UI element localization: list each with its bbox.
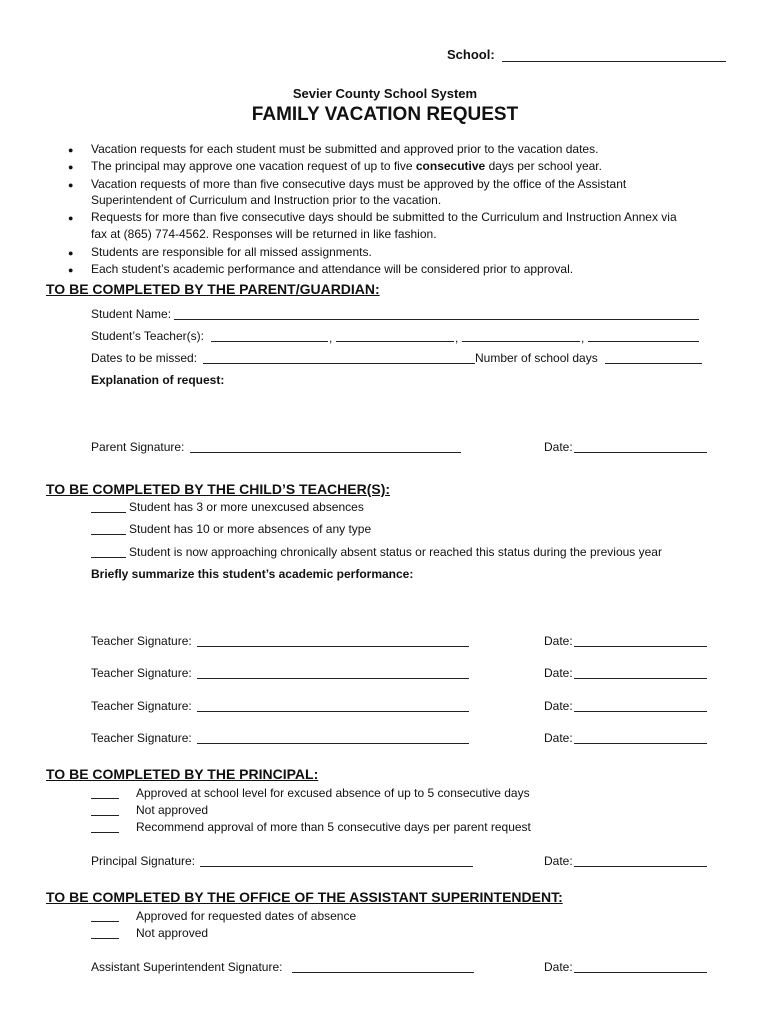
- superintendent-option-1: Approved for requested dates of absence: [136, 909, 357, 923]
- rule-3-cont: Superintendent of Curriculum and Instruction prior to the vacation.: [91, 193, 442, 207]
- principal-date-field[interactable]: [574, 866, 707, 867]
- principal-option-2: Not approved: [136, 803, 209, 817]
- rule-4-cont: fax at (865) 774-4562. Responses will be returned in like fashion.: [91, 227, 437, 241]
- teacher-date-field[interactable]: [574, 678, 707, 679]
- comma: ,: [329, 331, 333, 345]
- student-name-label: Student Name:: [91, 307, 172, 321]
- comma: ,: [455, 331, 459, 345]
- rule-4: Requests for more than five consecutive days should be submitted to the Curriculum and Instruction Annex via: [91, 210, 677, 224]
- bullet-icon: ●: [68, 145, 74, 155]
- superintendent-option-blank-1[interactable]: [91, 921, 119, 922]
- rule-2: The principal may approve one vacation request of up to five consecutive days per school year.: [91, 159, 602, 173]
- superintendent-option-blank-2[interactable]: [91, 938, 119, 939]
- principal-option-3: Recommend approval of more than 5 consecutive days per parent request: [136, 820, 531, 834]
- superintendent-signature-label: Assistant Superintendent Signature:: [91, 960, 283, 974]
- bullet-icon: ●: [68, 265, 74, 275]
- summary-label: Briefly summarize this student’s academic performance:: [91, 567, 414, 581]
- teacher-field-2[interactable]: [336, 341, 454, 342]
- principal-option-1: Approved at school level for excused absence of up to 5 consecutive days: [136, 786, 530, 800]
- check-blank-2[interactable]: [91, 534, 126, 535]
- teacher-date-field[interactable]: [574, 743, 707, 744]
- teacher-signature-field[interactable]: [197, 743, 469, 744]
- principal-signature-label: Principal Signature:: [91, 854, 196, 868]
- superintendent-date-label: Date:: [544, 960, 573, 974]
- principal-option-blank-1[interactable]: [91, 798, 119, 799]
- summary-area[interactable]: [91, 586, 701, 626]
- teacher-date-label: Date:: [544, 634, 573, 648]
- teacher-signature-field[interactable]: [197, 678, 469, 679]
- explanation-area[interactable]: [91, 392, 701, 432]
- page-title: FAMILY VACATION REQUEST: [251, 104, 519, 125]
- bullet-icon: ●: [68, 213, 74, 223]
- check-3-label: Student is now approaching chronically absent status or reached this status during the previous year: [129, 545, 662, 559]
- dates-missed-label: Dates to be missed:: [91, 351, 198, 365]
- principal-option-blank-3[interactable]: [91, 832, 119, 833]
- bullet-icon: ●: [68, 248, 74, 258]
- teacher-date-label: Date:: [544, 699, 573, 713]
- explanation-label: Explanation of request:: [91, 373, 225, 387]
- superintendent-option-2: Not approved: [136, 926, 209, 940]
- student-name-field[interactable]: [174, 319, 699, 320]
- comma: ,: [581, 331, 585, 345]
- school-field[interactable]: [502, 61, 726, 62]
- principal-date-label: Date:: [544, 854, 573, 868]
- teacher-field-4[interactable]: [588, 341, 699, 342]
- parent-date-label: Date:: [544, 440, 573, 454]
- principal-signature-field[interactable]: [200, 866, 473, 867]
- superintendent-section-heading: TO BE COMPLETED BY THE OFFICE OF THE ASSISTANT SUPERINTENDENT:: [46, 889, 563, 905]
- parent-signature-field[interactable]: [190, 452, 461, 453]
- num-days-label: Number of school days: [475, 351, 598, 365]
- teacher-section-heading: TO BE COMPLETED BY THE CHILD’S TEACHER(S):: [46, 481, 391, 497]
- teacher-signature-label: Teacher Signature:: [91, 731, 192, 745]
- teacher-signature-label: Teacher Signature:: [91, 699, 192, 713]
- principal-section-heading: TO BE COMPLETED BY THE PRINCIPAL:: [46, 766, 319, 782]
- rule-1: Vacation requests for each student must be submitted and approved prior to the vacation dates.: [91, 142, 599, 156]
- check-blank-1[interactable]: [91, 512, 126, 513]
- teacher-signature-label: Teacher Signature:: [91, 634, 192, 648]
- teacher-date-field[interactable]: [574, 646, 707, 647]
- teacher-date-label: Date:: [544, 731, 573, 745]
- teacher-field-3[interactable]: [462, 341, 580, 342]
- teacher-field-1[interactable]: [211, 341, 328, 342]
- parent-section-heading: TO BE COMPLETED BY THE PARENT/GUARDIAN:: [46, 281, 380, 297]
- superintendent-date-field[interactable]: [574, 972, 707, 973]
- teacher-date-label: Date:: [544, 666, 573, 680]
- rule-6: Each student’s academic performance and attendance will be considered prior to approval.: [91, 262, 574, 276]
- teachers-label: Student’s Teacher(s):: [91, 329, 204, 343]
- superintendent-signature-field[interactable]: [292, 972, 474, 973]
- parent-date-field[interactable]: [574, 452, 707, 453]
- principal-option-blank-2[interactable]: [91, 815, 119, 816]
- district-name: Sevier County School System: [292, 86, 478, 101]
- rule-3: Vacation requests of more than five consecutive days must be approved by the office of the Assistant: [91, 177, 627, 191]
- parent-signature-label: Parent Signature:: [91, 440, 185, 454]
- rule-5: Students are responsible for all missed assignments.: [91, 245, 372, 259]
- check-2-label: Student has 10 or more absences of any type: [129, 522, 372, 536]
- dates-missed-field[interactable]: [203, 363, 475, 364]
- teacher-signature-field[interactable]: [197, 711, 469, 712]
- check-1-label: Student has 3 or more unexcused absences: [129, 500, 364, 514]
- teacher-signature-field[interactable]: [197, 646, 469, 647]
- teacher-signature-label: Teacher Signature:: [91, 666, 192, 680]
- check-blank-3[interactable]: [91, 557, 126, 558]
- teacher-date-field[interactable]: [574, 711, 707, 712]
- bullet-icon: ●: [68, 162, 74, 172]
- num-days-field[interactable]: [605, 363, 702, 364]
- school-label: School:: [447, 47, 495, 62]
- bullet-icon: ●: [68, 180, 74, 190]
